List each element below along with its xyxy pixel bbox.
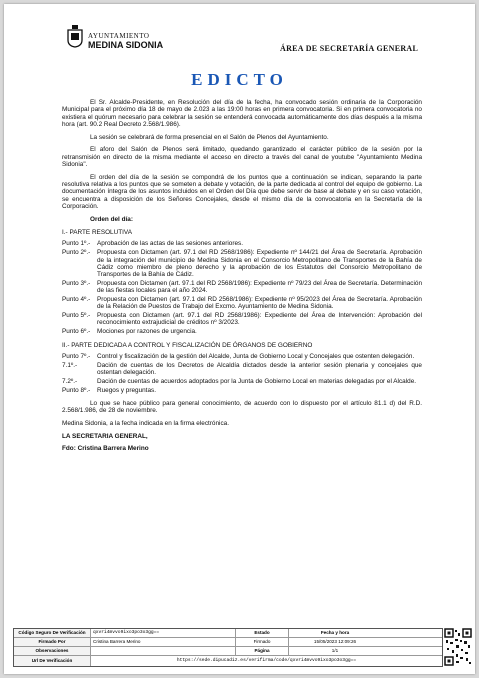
paragraph-aforo: El aforo del Salón de Plenos será limitado, quedando garantizado el carácter público de la sesión por la retransmisión en directo de la misma mediante el acceso en directo a través del canal de youtube "Ayuntamiento Medina Sidonia". xyxy=(62,146,422,169)
paragraph-convocatoria: El Sr. Alcalde-Presidente, en Resolución del día de la fecha, ha convocado sesión ordinaria de la Corporación Municipal para el próximo día 18 de mayo de 2.023 a las 19:00 horas en primera convocatoria. Si en primera convocatoria no existiera el quórum necesario para celebrar la sesión se entenderá convocada automáticamente dos días después a la misma hora (art. 90.2 Real Decreto 2.568/1.986). xyxy=(62,99,422,128)
agenda-item-text: Dación de cuentas de los Decretos de Alcaldía dictados desde la anterior sesión plenaria y concejales que ostentan delegación. xyxy=(97,361,422,376)
url-label: Url De Verificación xyxy=(14,656,91,666)
place-date: Medina Sidonia, a la fecha indicada en la firma electrónica. xyxy=(62,419,229,427)
document-page xyxy=(4,4,475,674)
verification-row xyxy=(14,638,442,647)
firmado-value: Cristina Barrera Merino xyxy=(91,638,236,646)
verification-row xyxy=(14,647,442,656)
paragraph-presencial: La sesión se celebrará de forma presencial en el Salón de Plenos del Ayuntamiento. xyxy=(90,133,329,141)
agenda-item-number: 7.2º.- xyxy=(62,377,78,385)
agenda-item-number: 7.1º.- xyxy=(62,361,78,369)
agenda-item xyxy=(62,296,422,311)
agenda-item xyxy=(62,280,422,295)
signature-name: Fdo: Cristina Barrera Merino xyxy=(62,445,149,453)
verification-table xyxy=(13,628,443,667)
paragraph-orden: El orden del día de la sesión se compondrá de los puntos que a continuación se indican, separando la parte resolutiva relativa a los puntos que se someten a debate y votación, de la parte dedicada al control del equipo de gobierno. La documentación íntegra de los asuntos incluidos en el Orden del Día que debe servir de base al debate y en su caso votación, se encuentra a disposición de los Señores Concejales, desde el mismo día de la convocatoria en la Secretaría de la Corporación. xyxy=(62,173,422,211)
observaciones-label: Observaciones xyxy=(14,647,91,655)
agenda-item-text: Propuesta con Dictamen (art. 97.1 del RD 2568/1986): Expediente nº 144/21 del Área de Secretaría. Aprobación de la integración del municipio de Medina Sidonia en el Consorcio Metropolitano de Transportes de la Bahía de Cádiz como miembro de pleno derecho y la aprobación de los Estatutos del Consorcio Metropolitano de Transportes de la Bahía de Cádiz. xyxy=(97,249,422,279)
codigo-label: Código Seguro De Verificación xyxy=(14,629,91,637)
agenda-item-number: Punto 6º.- xyxy=(62,328,91,336)
agenda-item xyxy=(62,353,422,360)
department-heading: ÁREA DE SECRETARÍA GENERAL xyxy=(280,44,419,53)
agenda-item-text: Propuesta con Dictamen (art. 97.1 del RD 2568/1986): Expediente del Área de Intervención: Aprobación del reconocimiento extrajudicial de créditos nº 3/2023. xyxy=(97,312,422,327)
logo-line2: MEDINA SIDONIA xyxy=(88,40,164,50)
pagina-label: Página xyxy=(236,647,289,655)
closing-paragraph: Lo que se hace público para general conocimiento, de acuerdo con lo dispuesto por el artículo 81.1 d) del R.D. 2.568/1.986, de 28 de noviembre. xyxy=(62,399,422,415)
agenda-item-number: Punto 4º.- xyxy=(62,296,91,304)
coat-of-arms-icon xyxy=(66,24,84,48)
agenda-item-text: Aprobación de las actas de las sesiones anteriores. xyxy=(97,240,244,248)
agenda-item-number: Punto 2º.- xyxy=(62,249,91,257)
url-value[interactable]: https://sede.dipucadiz.es/verifirma/code/qxvri4mvvo9ixo3po3o3gg== xyxy=(176,658,357,663)
agenda-item-number: Punto 3º.- xyxy=(62,279,91,287)
agenda-item-number: Punto 8º.- xyxy=(62,386,91,394)
fecha-label: Fecha y hora xyxy=(320,630,350,635)
agenda-item xyxy=(62,312,422,327)
agenda-item xyxy=(62,328,422,335)
codigo-value: qxvri4mvvo9ixo3po3o3gg== xyxy=(91,629,236,637)
agenda-item-number: Punto 5º.- xyxy=(62,312,91,320)
agenda-item xyxy=(62,240,422,247)
verification-row xyxy=(14,656,442,666)
section2-title: II.- PARTE DEDICADA A CONTROL Y FISCALIZACIÓN DE ÓRGANOS DE GOBIERNO xyxy=(62,341,313,349)
pagina-value: 1/1 xyxy=(331,648,339,653)
document-body xyxy=(62,99,422,458)
agenda-item-text: Mociones por razones de urgencia. xyxy=(97,328,197,336)
agenda-item-text: Control y fiscalización de la gestión del Alcalde, Junta de Gobierno Local y Concejales que ostenten delegación. xyxy=(97,352,415,360)
fecha-value: 15/05/2023 12:09:26 xyxy=(313,639,357,644)
agenda-item-text: Ruegos y preguntas. xyxy=(97,386,156,394)
agenda-item-text: Propuesta con Dictamen (art. 97.1 del RD 2568/1986): Expediente nº 79/23 del Área de Secretaría. Determinación de las fiestas locales para el año 2024. xyxy=(97,279,422,295)
agenda-item-text: Dación de cuentas de acuerdos adoptados por la Junta de Gobierno Local en materias delegadas por el Alcalde. xyxy=(97,377,417,385)
verification-row xyxy=(14,629,442,638)
logo-line1: AYUNTAMIENTO xyxy=(88,32,150,40)
agenda-item xyxy=(62,378,422,385)
orden-del-dia-label: Orden del día: xyxy=(90,215,133,223)
firmado-label: Firmado Por xyxy=(14,638,91,646)
agenda-item-number: Punto 7º.- xyxy=(62,352,91,360)
municipal-logo xyxy=(66,24,170,56)
agenda-item-number: Punto 1º.- xyxy=(62,240,91,248)
section1-title: I.- PARTE RESOLUTIVA xyxy=(62,229,132,237)
agenda-item xyxy=(62,387,422,394)
estado-value: Firmado xyxy=(236,638,289,646)
signature-role: LA SECRETARIA GENERAL, xyxy=(62,432,148,440)
document-title: EDICTO xyxy=(191,70,288,89)
agenda-item xyxy=(62,362,422,377)
agenda-item-text: Propuesta con Dictamen (art. 97.1 del RD 2568/1986): Expediente nº 95/2023 del Área de Secretaría. Aprobación de la Relación de Puestos de Trabajo del Excmo. Ayuntamiento de Medina Sidonia. xyxy=(97,296,422,311)
estado-label: Estado xyxy=(236,629,289,637)
observaciones-value xyxy=(91,647,236,655)
agenda-item xyxy=(62,249,422,278)
qr-code-icon xyxy=(444,628,472,666)
